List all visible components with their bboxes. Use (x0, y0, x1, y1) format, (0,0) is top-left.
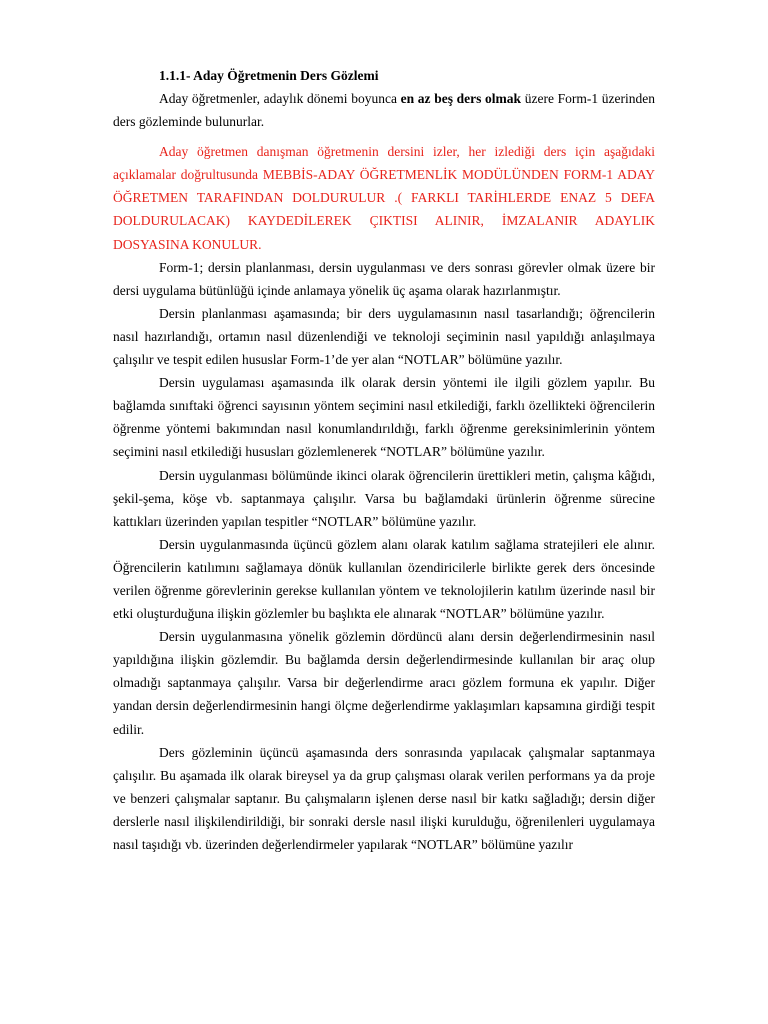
document-page (113, 64, 655, 856)
method-observation-paragraph: Dersin uygulaması aşamasında ilk olarak dersin yöntemi ile ilgili gözlem yapılır. Bu bağlamda sınıftaki öğrenci sayısının yöntem seçimini nasıl etkilediği, farklı özellikteki öğrencilerin öğrenme yöntemi bakımından nasıl konumlandırıldığı, farklı öğrenme gereksinimlerinin yöntem seçimini nasıl etkilediği hususları gözlemlenerek “NOTLAR” bölümüne yazılır. (113, 375, 655, 460)
planning-stage-paragraph: Dersin planlanması aşamasında; bir ders uygulamasının nasıl tasarlandığı; öğrencilerin nasıl hazırlandığı, ortamın nasıl düzenlendiği ve teknoloji seçiminin nasıl yapıldığı anlaşılmaya çalışılır ve tespit edilen hususlar Form-1’de yer alan “NOTLAR” bölümüne yazılır. (113, 305, 655, 368)
participation-paragraph: Dersin uygulanmasında üçüncü gözlem alanı olarak katılım sağlama stratejileri ele alınır. Öğrencilerin katılımını sağlamaya dönük kullanılan özendiricilerle birlikte gerek ders öncesinde verilen öğrenme görevlerinin gerekse kullanılan yöntem ve teknolojilerin katılım üzerinde nasıl bir etki oluşturduğuna ilişkin gözlemler bu başlıkta ele alınarak “NOTLAR” bölümüne yazılır. (113, 536, 655, 622)
intro-text-end: üzere Form-1 üzerinden ders gözleminde bulunurlar. (113, 91, 655, 130)
intro-text-start: Aday öğretmenler, adaylık dönemi boyunca (159, 91, 401, 106)
form1-description-paragraph: Form-1; dersin planlanması, dersin uygulanması ve ders sonrası görevler olmak üzere bir dersi uygulama bütünlüğü içinde anlamaya yönelik üç aşama olarak hazırlanmıştır. (113, 259, 655, 298)
intro-bold-text: en az beş ders olmak (400, 91, 522, 106)
section-heading: 1.1.1- Aday Öğretmenin Ders Gözlemi (159, 68, 379, 83)
post-lesson-paragraph: Ders gözleminin üçüncü aşamasında ders sonrasında yapılacak çalışmalar saptanmaya çalışılır. Bu aşamada ilk olarak bireysel ya da grup çalışması olarak verilen performans ya da proje ve benzeri çalışmalar saptanır. Bu çalışmaların işlenen derse nasıl bir katkı sağladığı; dersin diğer derslerle nasıl ilişkilendirildiği, bir sonraki dersle nasıl ilişki kurulduğu, öğrenilenleri uygulamaya nasıl taşıdığı vb. üzerinden değerlendirmeler yapılarak “NOTLAR” bölümüne yazılır (113, 744, 655, 852)
intro-paragraph (113, 87, 655, 133)
assessment-paragraph: Dersin uygulanmasına yönelik gözlemin dördüncü alanı dersin değerlendirmesinin nasıl yapıldığına ilişkin gözlemdir. Bu bağlamda dersin değerlendirmesinde kullanılan bir araç olup olmadığı saptanmaya çalışılır. Varsa bir değerlendirme aracı gözlem formuna ek yapılır. Diğer yandan dersin değerlendirmesinin hangi ölçme değerlendirme yaklaşımları kapsamına girdiği tespit edilir. (113, 629, 655, 737)
instruction-paragraph-red: Aday öğretmen danışman öğretmenin dersini izler, her izlediği ders için aşağıdaki açıklamalar doğrultusunda MEBBİS-ADAY ÖĞRETMENLİK MODÜLÜNDEN FORM-1 ADAY ÖĞRETMEN TARAFINDAN DOLDURULUR .( FARKLI TARİHLERDE ENAZ 5 DEFA DOLDURULACAK) KAYDEDİLEREK ÇIKTISI ALINIR, İMZALANIR ADAYLIK DOSYASINA KONULUR. (113, 144, 655, 252)
student-products-paragraph: Dersin uygulanması bölümünde ikinci olarak öğrencilerin ürettikleri metin, çalışma kâğıdı, şekil-şema, köşe vb. saptanmaya çalışılır. Varsa bu bağlamdaki ürünlerin öğrenme sürecine kattıkları üzerinden yapılan tespitler “NOTLAR” bölümüne yazılır. (113, 467, 655, 529)
